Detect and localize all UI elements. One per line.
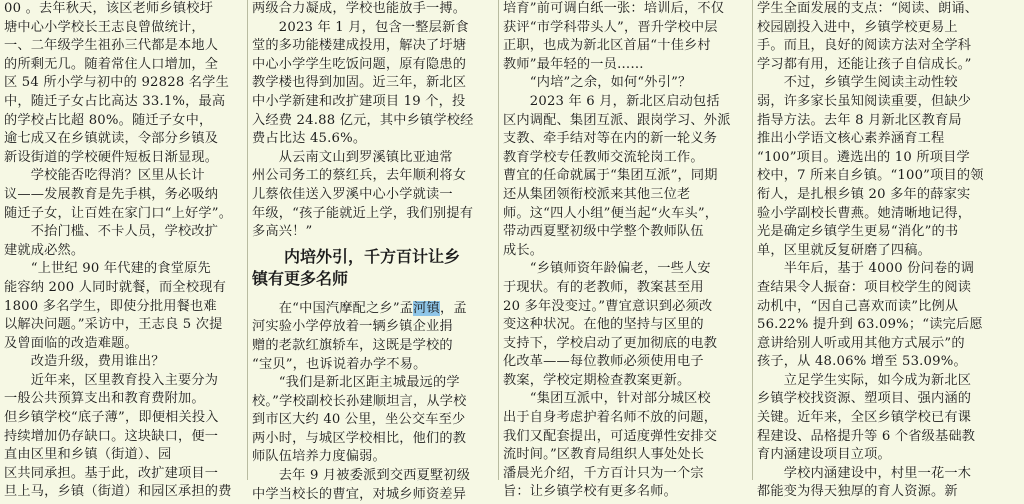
text-line: 出于自身考虑护着名师不放的问题， — [503, 410, 718, 426]
text-line: “集团互派中，针对部分城区校 — [503, 391, 711, 407]
text-line: 堂的多功能楼建成投用，解决了圩塘 — [252, 38, 467, 54]
text-line: 及曾面临的改造难题。 — [4, 335, 138, 351]
text-line: 流时间。”区教育局组织人事处处长 — [503, 447, 705, 463]
column-2-bottom-text — [252, 318, 492, 504]
text-line: 直由区里和乡镇（街道）、园 — [4, 447, 172, 463]
section-subheading — [252, 246, 492, 294]
text-line: “内培”之余，如何“外引”？ — [503, 75, 692, 91]
text-line: 入经费 24.88 亿元，其中乡镇学校经 — [252, 112, 474, 128]
text-line: 教学楼也得到加固。近三年，新北区 — [252, 75, 467, 91]
text-line: 州公司务工的蔡红兵，去年顺利将女 — [252, 168, 467, 184]
text-line: 改造升级，费用谁出？ — [4, 354, 165, 370]
text-line: 区内调配、集团互派、跟岗学习、外派 — [503, 112, 731, 128]
text-line: “乡镇师资年龄偏老，一些人安 — [503, 261, 711, 277]
text-line: 2023 年 6 月，新北区启动包括 — [503, 93, 720, 109]
text-line: 中学当校长的曹宜，对城乡师资差异 — [252, 486, 467, 502]
text-line: “我们是新北区距主城最远的学 — [252, 375, 460, 391]
column-divider — [498, 0, 499, 480]
text-line: 意讲给别人听或用其他方式展示”的 — [757, 335, 965, 351]
text-line: 我们又配套提出，可适度弹性安排交 — [503, 428, 718, 444]
article-column-4 — [757, 0, 1021, 500]
article-column-3 — [503, 0, 748, 500]
text-line: 于现状。有的老教师，教案甚至用 — [503, 279, 704, 295]
text-line: 学校内涵建设中，村里一花一木 — [757, 465, 972, 481]
text-line: 一、二年级学生祖孙三代都是本地人 — [4, 38, 219, 54]
text-line: 旨：让乡镇学校有更多名师。 — [503, 484, 678, 500]
text-line: 动机中，“因自己喜欢而读”比例从 — [757, 298, 959, 314]
text-line: 手。而且，良好的阅读方法对全学科 — [757, 38, 972, 54]
text-line: 但乡镇学校“底子薄”，即便相关投入 — [4, 410, 219, 426]
selected-text-highlight[interactable]: 河镇 — [413, 300, 440, 316]
text-line: 支教、牵手结对等在内的新一轮义务 — [503, 131, 718, 147]
text-line: 校中，7 所来自乡镇。“100”项目的领 — [757, 168, 984, 184]
text-line: 带动西夏墅初级中学整个教师队伍 — [503, 224, 704, 240]
text-line: 赠的老款红旗轿车，这既是学校的 — [252, 337, 453, 353]
text-line: 区 54 所小学与初中的 92828 名学生 — [4, 75, 229, 91]
text-line: 校。”学校副校长孙建顺坦言，从学校 — [252, 393, 467, 409]
text-line: 年级，“孩子能就近上学，我们别提有 — [252, 205, 474, 221]
text-line: 学习都有用，还能让孩子自信成长。” — [757, 56, 972, 72]
text-line: 还从集团领衔校派来其他三位老 — [503, 186, 691, 202]
text-line: 去年 9 月被委派到交西夏墅初级 — [252, 468, 471, 484]
text-line: 以解决问题。”采访中，王志良 5 次提 — [4, 317, 223, 333]
text-line: 立足学生实际，如今成为新北区 — [757, 372, 972, 388]
text-line: 塘中心小学校长王志良曾做统计， — [4, 19, 205, 35]
text-line: 潘晨光介绍，千方百计只为一个宗 — [503, 465, 704, 481]
subheading-line-2: 镇有更多名师 — [252, 268, 349, 288]
subheading-line-1: 内培外引，千方百计让乡 — [252, 246, 461, 266]
text-line: 新设街道的学校硬件短板日渐显现。 — [4, 149, 219, 165]
text-line: 光是确定乡镇学生更易“消化”的书 — [757, 224, 959, 240]
text-line: 教育学校专任教师交流轮岗工作。 — [503, 149, 704, 165]
column-divider — [752, 0, 753, 480]
text-line: 弱，许多家长虽知阅读重要，但缺少 — [757, 93, 972, 109]
text-line: 学生全面发展的支点：“阅读、朗诵、 — [757, 1, 979, 16]
text-line: 教案，学校定期检查教案更新。 — [503, 372, 691, 388]
text-line: 费占比达 45.6%。 — [252, 131, 367, 147]
text-line: 能容纳 200 人同时就餐，而全校现有 — [4, 279, 226, 295]
text-line: “100”项目。遴选出的 10 所项目学 — [757, 149, 970, 165]
text-line: 培育”前可调白纸一张：培训后，不仅 — [503, 1, 725, 16]
text-line: 两小时，与城区学校相比，他们的教 — [252, 430, 467, 446]
text-line: 乡镇学校找资源、塑项目、强内涵的 — [757, 391, 972, 407]
text-line: 河实验小学停放着一辆乡镇企业捐 — [252, 319, 453, 335]
text-line: 孩子，从 48.06% 增至 53.09%。 — [757, 354, 967, 370]
text-line: 曹宜的任命就属于“集团互派”，同期 — [503, 168, 718, 184]
article-column-2 — [252, 0, 492, 502]
text-line: 变这种状况。在他的坚持与区里的 — [503, 317, 704, 333]
text-line: 程建设、品格提升等 6 个省级基础教 — [757, 428, 976, 444]
paragraph-text: ，孟 — [439, 300, 467, 316]
text-line: 00 。去年秋天，该区老师乡镇校圩 — [4, 1, 213, 16]
text-line: 师。这“四人小组”便当起“火车头”， — [503, 205, 719, 221]
text-line: 建就成必然。 — [4, 242, 85, 258]
text-line: 指导方法。去年 8 月新北区教育局 — [757, 112, 962, 128]
text-line: 查结果令人振奋：项目校学生的阅读 — [757, 279, 972, 295]
text-line: 获评“市学科带头人”，晋升学校中层 — [503, 19, 718, 35]
text-line: 推出小学语文核心素养涵育工程 — [757, 131, 945, 147]
text-line: 议——发展教育是先手棋，务必吸纳 — [4, 186, 219, 202]
text-line: 多高兴！” — [252, 224, 313, 240]
text-line: 教师”最年轻的一员…… — [503, 56, 644, 72]
text-line: 20 多年没变过。”曹宜意识到必须改 — [503, 298, 713, 314]
text-line: 随迁子女，让百姓在家门口“上好学”。 — [4, 205, 233, 221]
text-line: 逾七成又在乡镇就读，令部分乡镇及 — [4, 131, 219, 147]
text-line: 学校能否吃得消？区里从长计 — [4, 168, 205, 184]
text-line: 支持下，学校启动了更加彻底的电教 — [503, 335, 718, 351]
text-line: 的学校占比超 80%。随迁子女中， — [4, 112, 213, 128]
text-line: “上世纪 90 年代建的食堂原先 — [4, 261, 211, 277]
text-line: 半年后，基于 4000 份问卷的调 — [757, 261, 975, 277]
text-line: “宝贝”，也诉说着办学不易。 — [252, 356, 427, 372]
text-line: 一般公共预算支出和教育费附加。 — [4, 391, 205, 407]
text-line: 1800 多名学生，即使分批用餐也难 — [4, 298, 217, 314]
text-line: 化改革——每位教师必须使用电子 — [503, 354, 704, 370]
text-line: 从云南文山到罗溪镇比亚迪常 — [252, 149, 453, 165]
column-2-top-text — [252, 0, 492, 242]
text-line: 单，区里就反复研磨了四稿。 — [757, 242, 932, 258]
text-line: 验小学副校长曹燕。她清晰地记得， — [757, 205, 972, 221]
text-line: 成长。 — [503, 242, 544, 258]
text-line: 中，随迁子女占比高达 33.1%，最高 — [4, 93, 226, 109]
article-column-1 — [4, 0, 244, 500]
column-divider — [247, 0, 248, 480]
paragraph-line — [252, 300, 492, 319]
text-line: 儿蔡依佳送入罗溪中心小学就读一 — [252, 186, 453, 202]
text-line: 师队伍培养力度偏弱。 — [252, 449, 386, 465]
text-line: 中小学新建和改扩建项目 19 个，投 — [252, 93, 466, 109]
text-line: 正职，也成为新北区首届“十佳乡村 — [503, 38, 711, 54]
text-line: 校园剧投入进中，乡镇学校更易上 — [757, 19, 958, 35]
text-line: 旦上马，乡镇（街道）和园区承担的费 — [4, 484, 232, 500]
text-line: 区共同承担。基于此，改扩建项目一 — [4, 465, 219, 481]
text-line: 都能变为得天独厚的育人资源。新 — [757, 484, 958, 500]
text-line: 不过，乡镇学生阅读主动性较 — [757, 75, 958, 91]
text-line: 关键。近年来，全区乡镇学校已有课 — [757, 410, 972, 426]
paragraph-text: 在“中国汽摩配之乡”孟 — [252, 300, 414, 316]
text-line: 近年来，区里教育投入主要分为 — [4, 372, 219, 388]
text-line: 育内涵建设项目立项。 — [757, 447, 891, 463]
text-line: 中心小学学生吃饭问题，原有隐患的 — [252, 56, 467, 72]
text-line: 两级合力凝成，学校也能放手一搏。 — [252, 1, 467, 16]
text-line: 56.22% 提升到 63.09%；“读完后愿 — [757, 317, 983, 333]
text-line: 的所剩无几。随着常住人口增加，全 — [4, 56, 219, 72]
text-line: 不抬门槛、不卡人员，学校改扩 — [4, 224, 219, 240]
text-line: 衔人，是扎根乡镇 20 多年的薛家实 — [757, 186, 971, 202]
text-line: 到市区大约 40 公里，坐公交车至少 — [252, 412, 466, 428]
text-line: 2023 年 1 月，包含一整层新食 — [252, 19, 469, 35]
text-line: 持续增加仍存缺口。这块缺口，便一 — [4, 428, 219, 444]
